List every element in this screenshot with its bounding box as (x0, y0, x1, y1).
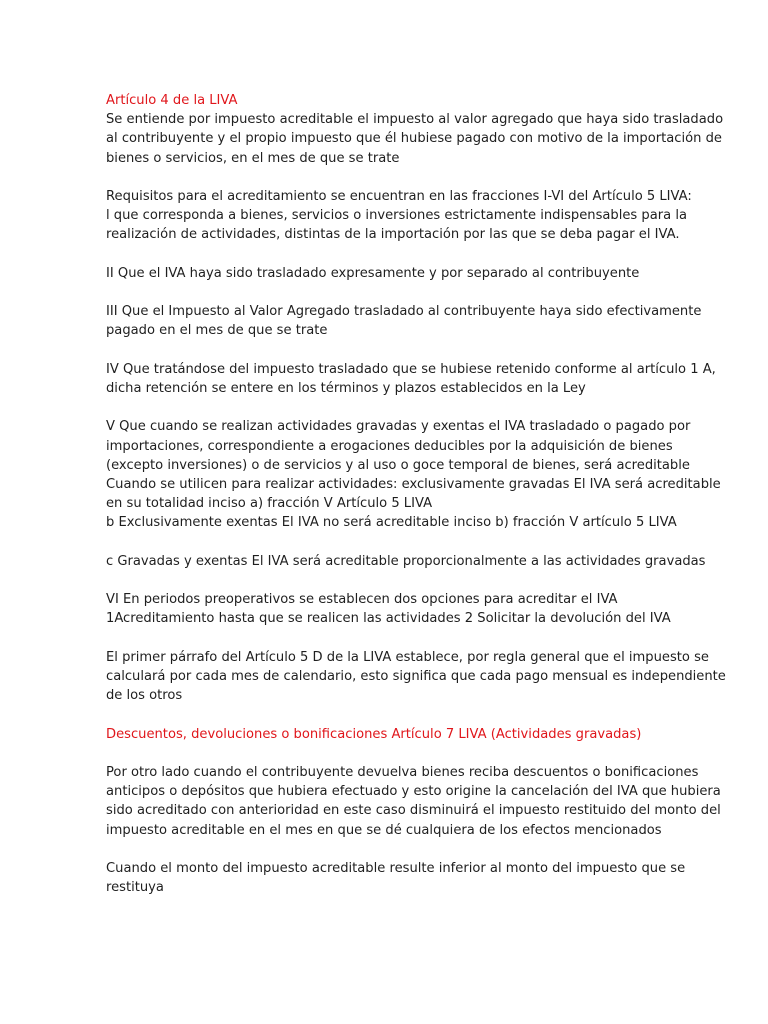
text-line: b Exclusivamente exentas El IVA no será acreditable inciso b) fracción V artículo 5 LIVA (106, 515, 677, 531)
text-line: Requisitos para el acreditamiento se encuentran en las fracciones I-VI del Artículo 5 LIVA: (106, 189, 692, 204)
paragraph (106, 552, 706, 571)
text-line: calculará por cada mes de calendario, esto significa que cada pago mensual es independiente (106, 668, 726, 684)
text-line: IV Que tratándose del impuesto trasladado que se hubiese retenido conforme al artículo 1 A, (106, 361, 716, 377)
paragraph (106, 302, 702, 340)
text-line: sido acreditado con anterioridad en este caso disminuirá el impuesto restituido del monto del (106, 803, 721, 819)
text-line: Cuando el monto del impuesto acreditable resulte inferior al monto del impuesto que se (106, 860, 686, 876)
text-line: Cuando se utilicen para realizar actividades: exclusivamente gravadas El IVA será acreditable (106, 476, 721, 492)
text-line: bienes o servicios, en el mes de que se trate (106, 150, 400, 166)
paragraph (106, 91, 724, 168)
document-page (106, 91, 726, 917)
text-line: c Gravadas y exentas El IVA será acreditable proporcionalmente a las actividades gravadas (106, 553, 706, 569)
paragraph (106, 859, 696, 897)
text-line: VI En periodos preoperativos se establecen dos opciones para acreditar el IVA (106, 592, 618, 608)
text-line: l que corresponda a bienes, servicios o inversiones estrictamente indispensables para la (106, 208, 687, 224)
text-line: El primer párrafo del Artículo 5 D de la LIVA establece, por regla general que el impuesto se (106, 649, 709, 665)
text-line: (excepto inversiones) o de servicios y al uso o goce temporal de bienes, será acreditable (106, 457, 690, 473)
text-line: Por otro lado cuando el contribuyente devuelva bienes reciba descuentos o bonificaciones (106, 764, 699, 780)
text-line: realización de actividades, distintas de la importación por las que se deba pagar el IVA. (106, 227, 680, 243)
paragraph (106, 763, 721, 840)
text-line: II Que el IVA haya sido trasladado expresamente y por separado al contribuyente (106, 265, 640, 281)
paragraph (106, 187, 696, 245)
paragraph (106, 417, 721, 532)
text-line: V Que cuando se realizan actividades gravadas y exentas el IVA trasladado o pagado por (106, 419, 691, 435)
text-line: anticipos o depósitos que hubiera efectuado y esto origine la cancelación del IVA que hubiera (106, 784, 721, 800)
text-line: III Que el Impuesto al Valor Agregado trasladado al contribuyente haya sido efectivamente (106, 304, 702, 320)
paragraph (106, 590, 696, 628)
paragraph (106, 264, 696, 283)
text-line: de los otros (106, 688, 183, 704)
text-line: restituya (106, 880, 164, 896)
text-line: dicha retención se entere en los términos y plazos establecidos en la Ley (106, 380, 586, 396)
paragraph (106, 725, 696, 744)
text-line: pagado en el mes de que se trate (106, 323, 328, 339)
section-heading: Artículo 4 de la LIVA (106, 93, 238, 108)
text-line: importaciones, correspondiente a erogaciones deducibles por la adquisición de bienes (106, 438, 673, 454)
text-line: impuesto acreditable en el mes en que se dé cualquiera de los efectos mencionados (106, 822, 662, 838)
paragraph (106, 360, 716, 398)
paragraph (106, 648, 726, 706)
text-line: 1Acreditamiento hasta que se realicen las actividades 2 Solicitar la devolución del IVA (106, 611, 671, 627)
text-line: Se entiende por impuesto acreditable el impuesto al valor agregado que haya sido trasladado (106, 112, 724, 128)
text-line: al contribuyente y el propio impuesto que él hubiese pagado con motivo de la importación de (106, 131, 722, 147)
section-heading: Descuentos, devoluciones o bonificaciones Artículo 7 LIVA (Actividades gravadas) (106, 726, 642, 742)
text-line: en su totalidad inciso a) fracción V Artículo 5 LIVA (106, 496, 433, 512)
